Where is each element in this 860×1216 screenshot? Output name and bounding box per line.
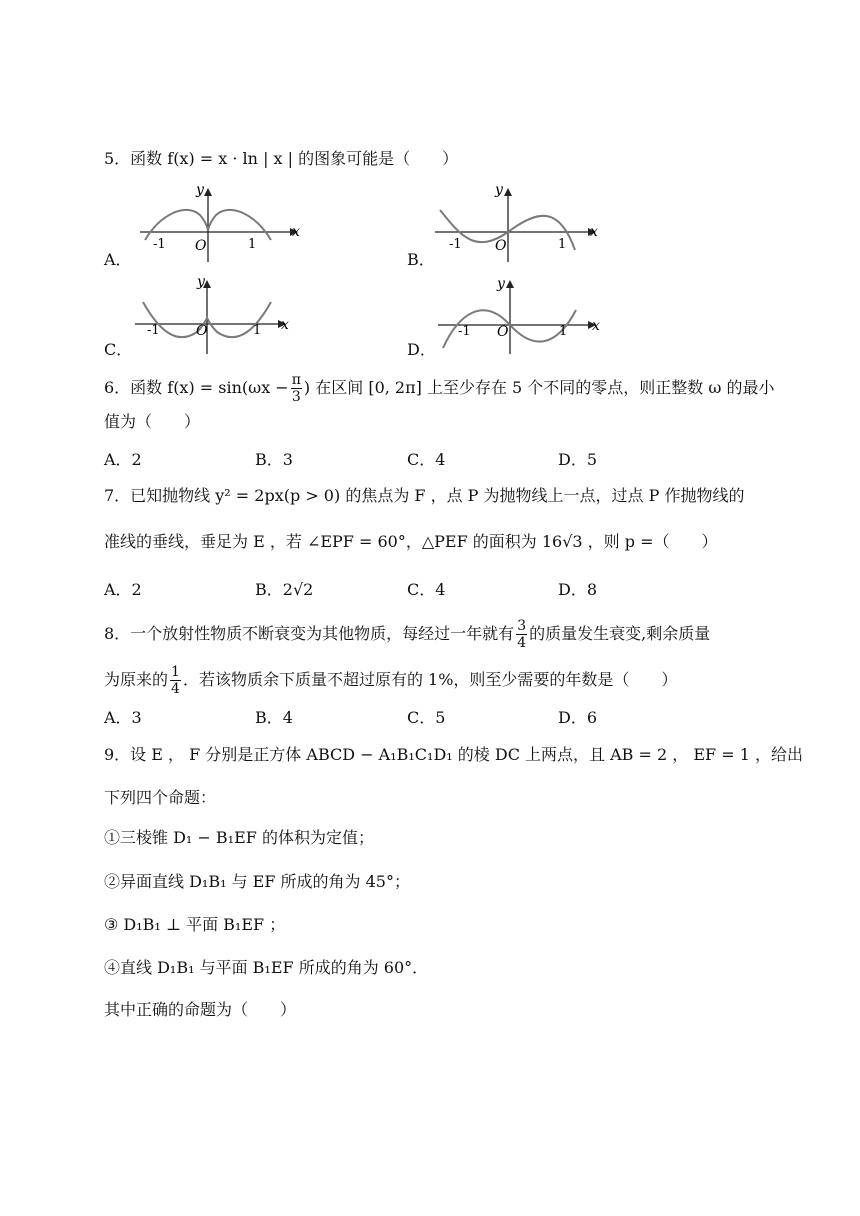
label-neg-one: -1	[449, 237, 462, 252]
q8-fraction-1	[516, 618, 527, 651]
q8-frac2-den: 4	[171, 681, 180, 697]
label-x: x	[281, 317, 289, 333]
q7-option-d: D．8	[558, 580, 598, 599]
label-one: 1	[248, 237, 257, 252]
q7-stem-line1: 7．已知抛物线 y² = 2px(p > 0) 的焦点为 F ，点 P 为抛物线上一点，过点 P 作抛物线的	[104, 486, 745, 505]
label-y: y	[495, 182, 503, 198]
q7-stem-line2: 准线的垂线，垂足为 E ，若 ∠EPF = 60°，△PEF 的面积为 16√3 ，则 p =（ ）	[104, 532, 718, 551]
label-neg-one: -1	[153, 237, 166, 252]
q8-line1b: 的质量发生衰变,剩余质量	[529, 624, 711, 643]
q5-stem: 5．函数 f(x) = x · ln | x | 的图象可能是（ ）	[104, 149, 459, 168]
q8-option-a: A．3	[104, 708, 142, 727]
q8-stem-line2	[104, 664, 677, 697]
q8-line2b: ．若该物质余下质量不超过原有的 1%，则至少需要的年数是（ ）	[182, 670, 678, 689]
q8-frac1-den: 4	[517, 635, 527, 651]
label-origin: O	[195, 238, 207, 254]
label-x: x	[292, 224, 300, 240]
q5-graph-d	[438, 270, 608, 355]
q8-option-b: B．4	[255, 708, 293, 727]
y-arrow-icon	[504, 188, 512, 196]
y-arrow-icon	[506, 280, 514, 288]
q7-option-c: C．4	[407, 580, 446, 599]
q9-proposition-2: ②异面直线 D₁B₁ 与 EF 所成的角为 45°；	[104, 872, 410, 891]
q5-option-b-label: B．	[407, 250, 435, 269]
q7-option-b: B．2√2	[255, 580, 314, 599]
y-arrow-icon	[204, 188, 212, 196]
q5-graph-a	[140, 180, 310, 265]
q9-proposition-3: ③ D₁B₁ ⊥ 平面 B₁EF ；	[104, 915, 286, 934]
q8-line2a: 为原来的	[104, 670, 169, 689]
q6-frac-den: 3	[291, 389, 301, 405]
q8-option-c: C．5	[407, 708, 446, 727]
q9-proposition-1: ①三棱锥 D₁ − B₁EF 的体积为定值；	[104, 828, 374, 847]
q8-frac1-num: 3	[517, 618, 527, 634]
q8-stem-line1	[104, 618, 710, 651]
q5-graph-c	[135, 272, 305, 357]
q6-option-d: D．5	[558, 450, 598, 469]
label-y: y	[197, 274, 205, 290]
q6-frac-num: π	[291, 372, 301, 388]
q9-closing: 其中正确的命题为（ ）	[104, 1000, 297, 1019]
q9-stem-line1: 9．设 E ， F 分别是正方体 ABCD − A₁B₁C₁D₁ 的棱 DC 上两点，且 AB = 2 ， EF = 1 ，给出	[104, 745, 803, 764]
q6-option-b: B．3	[255, 450, 293, 469]
q6-stem-part1: 6．函数 f(x) = sin(ωx −	[104, 378, 289, 397]
label-x: x	[592, 318, 600, 334]
label-one: 1	[558, 237, 567, 252]
q6-fraction	[291, 372, 302, 405]
label-x: x	[590, 224, 598, 240]
q5-option-d-label: D．	[407, 340, 436, 359]
label-neg-one: -1	[147, 323, 160, 338]
q6-option-a: A．2	[104, 450, 142, 469]
q9-stem-line2: 下列四个命题：	[104, 788, 217, 807]
q5-graph-b	[435, 180, 605, 265]
label-neg-one: -1	[458, 324, 471, 339]
q6-stem-part2: ) 在区间 [0, 2π] 上至少存在 5 个不同的零点，则正整数 ω 的最小	[303, 378, 775, 397]
q6-option-c: C．4	[407, 450, 446, 469]
q8-line1a: 8．一个放射性物质不断衰变为其他物质，每经过一年就有	[104, 624, 515, 643]
label-one: 1	[559, 324, 568, 339]
q7-option-a: A．2	[104, 580, 142, 599]
label-origin: O	[495, 238, 507, 254]
q6-stem-line1	[104, 372, 775, 405]
label-origin: O	[497, 324, 509, 340]
q9-proposition-4: ④直线 D₁B₁ 与平面 B₁EF 所成的角为 60°．	[104, 958, 429, 977]
q5-option-a-label: A．	[104, 250, 132, 269]
label-origin: O	[196, 323, 208, 339]
q6-stem-line2: 值为（ ）	[104, 412, 201, 431]
q5-option-c-label: C．	[104, 340, 133, 359]
label-y: y	[196, 182, 204, 198]
q8-fraction-2	[170, 664, 181, 697]
q8-option-d: D．6	[558, 708, 598, 727]
label-y: y	[497, 276, 505, 292]
label-one: 1	[253, 323, 262, 338]
q8-frac2-num: 1	[171, 664, 180, 680]
